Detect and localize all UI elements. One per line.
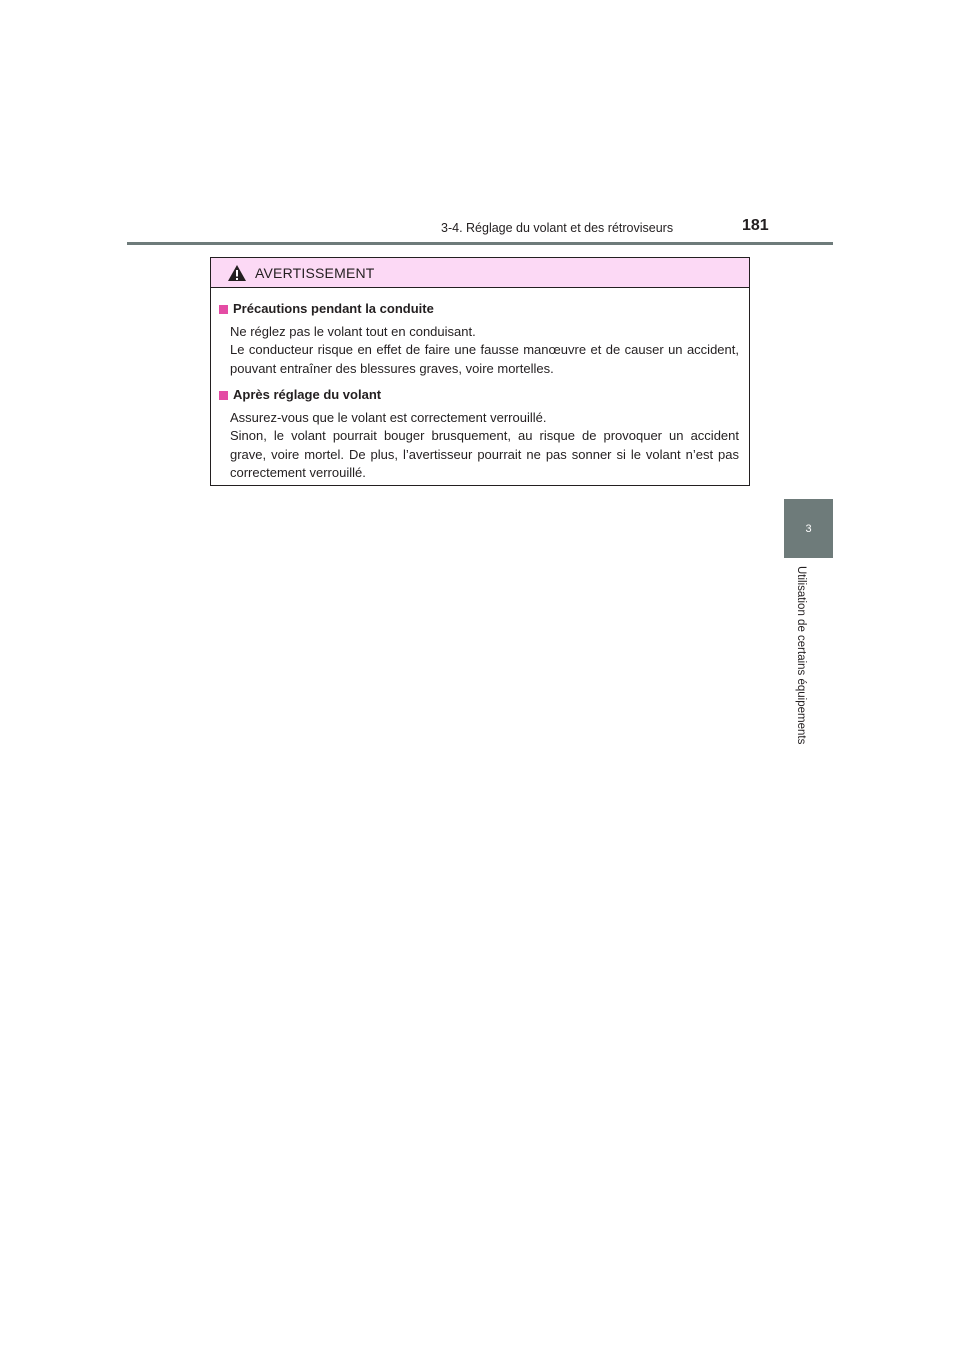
header-divider [127, 242, 833, 245]
square-bullet-icon [219, 391, 228, 400]
item-line: Assurez-vous que le volant est correctement verrouillé. [230, 409, 547, 425]
item-line: Sinon, le volant pourrait bouger brusquement, au risque de provoquer un accident grave, voire mortel. De plus, l’avertisseur pourrait ne pas sonner si le volant n’est pas correctement verrouillé. [230, 428, 739, 480]
page-number: 181 [742, 217, 769, 234]
item-text [219, 409, 739, 483]
square-bullet-icon [219, 305, 228, 314]
item-text [219, 323, 739, 379]
warning-box [210, 257, 750, 486]
section-title: 3-4. Réglage du volant et des rétroviseurs [441, 221, 674, 235]
chapter-title: Utilisation de certains équipements [795, 566, 807, 745]
item-heading [219, 386, 739, 405]
chapter-tab[interactable] [784, 499, 833, 558]
item-heading-text: Précautions pendant la conduite [233, 301, 434, 316]
warning-body [211, 288, 749, 483]
warning-triangle-icon [227, 264, 247, 282]
item-heading-text: Après réglage du volant [233, 387, 382, 402]
warning-item [219, 300, 739, 378]
warning-title: AVERTISSEMENT [255, 264, 375, 281]
warning-header [211, 258, 749, 288]
item-line: Ne réglez pas le volant tout en conduisant. [230, 323, 476, 339]
item-heading [219, 300, 739, 319]
item-line: Le conducteur risque en effet de faire une fausse manœuvre et de causer un accident, pouvant entraîner des blessures graves, voire mortelles. [230, 342, 739, 376]
warning-item [219, 386, 739, 483]
chapter-number: 3 [805, 522, 812, 535]
